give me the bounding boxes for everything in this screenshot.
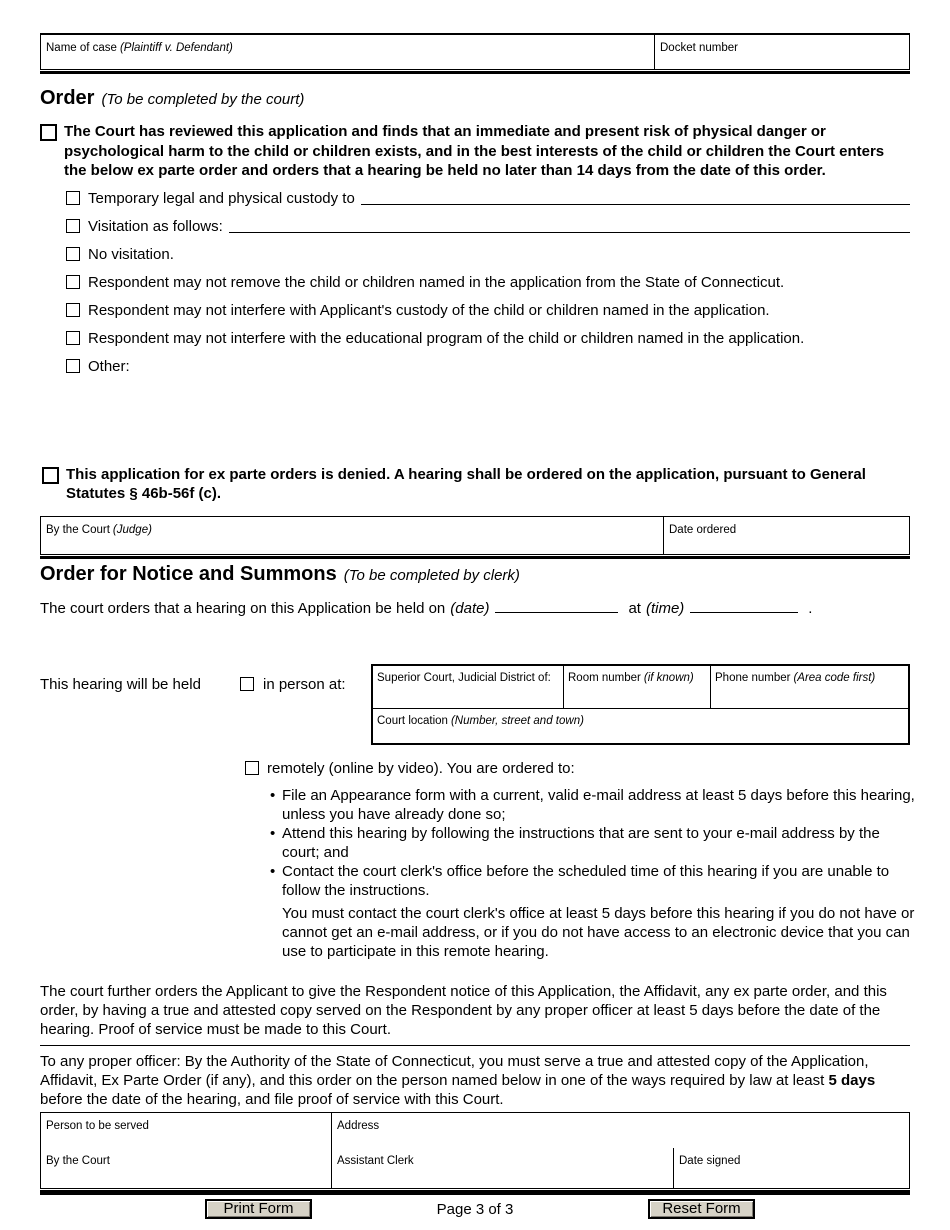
option-label: Temporary legal and physical custody to <box>88 189 355 207</box>
option-label: Other: <box>88 357 130 375</box>
checkbox-order-denied[interactable] <box>42 467 59 484</box>
room-number-label: Room number (if known) <box>568 671 694 684</box>
option-label: Visitation as follows: <box>88 217 223 235</box>
by-the-court-judge-field[interactable] <box>41 517 663 554</box>
option-label: Respondent may not interfere with the educational program of the child or children named in the application. <box>88 329 805 347</box>
section-divider-line <box>40 1045 910 1046</box>
date-signed-field[interactable] <box>673 1148 909 1188</box>
hearing-date-field[interactable] <box>495 599 618 613</box>
checkbox-other[interactable] <box>66 359 80 373</box>
option-visitation <box>66 217 910 236</box>
form-bottom-bar <box>40 1190 910 1195</box>
date-hint: (date) <box>450 599 490 617</box>
hearing-location-row <box>40 664 910 745</box>
checkbox-visitation[interactable] <box>66 219 80 233</box>
order-denied-text: This application for ex parte orders is denied. A hearing shall be ordered on the application, pursuant to General Statutes § 46b-56f (c). <box>66 465 866 502</box>
bullet-icon: • <box>270 824 276 842</box>
order-options-list <box>40 189 910 376</box>
service-table-row-1 <box>40 1112 910 1149</box>
notice-subtitle: (To be completed by clerk) <box>343 566 520 584</box>
remote-instruction-item <box>270 786 915 824</box>
option-no-removal <box>66 273 910 292</box>
bullet-icon: • <box>270 862 276 880</box>
date-ordered-label: Date ordered <box>669 523 737 536</box>
option-no-visitation <box>66 245 910 264</box>
judicial-district-label: Superior Court, Judicial District of: <box>377 671 551 684</box>
hearing-order-prefix: The court orders that a hearing on this Application be held on <box>40 599 446 617</box>
judge-signature-row <box>40 516 910 555</box>
docket-number-field[interactable] <box>654 35 909 69</box>
by-the-court-label: By the Court <box>46 1154 110 1167</box>
service-table <box>40 1112 910 1195</box>
person-to-be-served-label: Person to be served <box>46 1119 149 1132</box>
by-the-court-judge-label: By the Court (Judge) <box>46 523 152 536</box>
order-section-title <box>40 87 910 111</box>
order-granted-text: The Court has reviewed this application and finds that an immediate and present risk of physical danger or psychological harm to the child or children exists, and in the best interests of the child or children the Court enters the below ex parte order and orders that a hearing be held no later than 14 days from the date of this order. <box>64 123 885 179</box>
option-other <box>66 357 910 376</box>
hearing-order-line <box>40 599 910 617</box>
room-number-field[interactable] <box>563 666 710 708</box>
phone-number-field[interactable] <box>710 666 908 708</box>
by-the-court-field[interactable] <box>41 1148 331 1188</box>
proper-officer-paragraph <box>40 1052 910 1109</box>
checkbox-remotely[interactable] <box>245 761 259 775</box>
remote-contact-note: You must contact the court clerk's office at least 5 days before this hearing if you do not have or cannot get an e-mail address, or if you do not have access to an electronic device that you can use to participate in this remote hearing. <box>282 904 915 960</box>
option-temporary-custody <box>66 189 910 208</box>
print-form-button[interactable]: Print Form <box>205 1199 312 1219</box>
hearing-held-label: This hearing will be held <box>40 675 201 693</box>
order-granted-row <box>40 122 910 181</box>
checkbox-order-granted[interactable] <box>40 124 57 141</box>
officer-text-1: To any proper officer: By the Authority of the State of Connecticut, you must serve a true and attested copy of the Application, Affidavit, Ex Parte Order (if any), and this order on the person named below in one of the ways required by law at least <box>40 1052 869 1089</box>
header-divider-bar <box>40 71 910 74</box>
form-footer <box>40 1199 910 1223</box>
address-label: Address <box>337 1119 380 1132</box>
court-location-field[interactable] <box>373 709 908 743</box>
order-subtitle: (To be completed by the court) <box>101 91 305 108</box>
page-indicator: Page 3 of 3 <box>436 1200 514 1218</box>
name-of-case-field[interactable] <box>41 35 654 69</box>
option-no-interfere-education <box>66 329 910 348</box>
remote-instruction-text: Contact the court clerk's office before the scheduled time of this hearing if you are unable to follow the instructions. <box>282 862 890 899</box>
court-table-row-1 <box>373 666 908 709</box>
checkbox-no-visitation[interactable] <box>66 247 80 261</box>
remote-instruction-item <box>270 824 915 862</box>
option-label: Respondent may not interfere with Applicant's custody of the child or children named in the application. <box>88 301 770 319</box>
date-signed-label: Date signed <box>679 1154 741 1167</box>
option-label: Respondent may not remove the child or children named in the application from the State of Connecticut. <box>88 273 785 291</box>
option-no-interfere-custody <box>66 301 910 320</box>
remote-instruction-text: File an Appearance form with a current, valid e-mail address at least 5 days before this hearing, unless you have already done so; <box>282 786 915 823</box>
judicial-district-field[interactable] <box>373 666 563 708</box>
hearing-time-field[interactable] <box>690 599 798 613</box>
date-ordered-field[interactable] <box>663 517 909 554</box>
checkbox-no-interfere-education[interactable] <box>66 331 80 345</box>
in-person-label: in person at: <box>263 675 346 693</box>
case-header-row <box>40 33 910 70</box>
court-location-table <box>371 664 910 745</box>
checkbox-in-person[interactable] <box>240 677 254 691</box>
name-of-case-label: Name of case (Plaintiff v. Defendant) <box>46 42 233 54</box>
checkbox-no-interfere-custody[interactable] <box>66 303 80 317</box>
time-hint: (time) <box>645 599 685 617</box>
bullet-icon: • <box>270 786 276 804</box>
remote-hearing-row <box>245 759 910 778</box>
court-location-label: Court location (Number, street and town) <box>377 714 584 727</box>
remote-instruction-text: Attend this hearing by following the instructions that are sent to your e-mail address by the court; and <box>282 824 880 861</box>
service-table-row-2 <box>40 1148 910 1189</box>
remote-instructions-list <box>270 786 915 900</box>
notice-title: Order for Notice and Summons <box>40 562 337 585</box>
officer-text-2: before the date of the hearing, and file proof of service with this Court. <box>40 1090 504 1108</box>
docket-number-label: Docket number <box>660 42 738 54</box>
phone-number-label: Phone number (Area code first) <box>715 671 876 684</box>
remote-instruction-item <box>270 862 915 900</box>
person-to-be-served-field[interactable] <box>41 1113 331 1148</box>
notice-section-title <box>40 563 910 587</box>
judge-row-divider-bar <box>40 556 910 559</box>
service-requirement-paragraph: The court further orders the Applicant to give the Respondent notice of this Application, the Affidavit, any ex parte order, and this order, by having a true and attested copy served on the Respondent by any proper officer at least 5 days before the date of the hearing. Proof of service must be made to this Court. <box>40 982 887 1038</box>
address-field[interactable] <box>331 1113 909 1148</box>
checkbox-no-removal[interactable] <box>66 275 80 289</box>
temporary-custody-field[interactable] <box>361 189 910 205</box>
order-title: Order <box>40 87 95 109</box>
order-denied-row <box>42 465 910 504</box>
reset-form-button[interactable]: Reset Form <box>648 1199 755 1219</box>
officer-text-bold: 5 days <box>828 1071 876 1089</box>
visitation-field[interactable] <box>229 217 910 233</box>
at-word: at <box>628 599 641 617</box>
remote-label: remotely (online by video). You are ordered to: <box>267 759 575 777</box>
option-label: No visitation. <box>88 245 174 263</box>
assistant-clerk-field[interactable] <box>331 1148 673 1188</box>
period: . <box>808 599 813 617</box>
assistant-clerk-label: Assistant Clerk <box>337 1154 414 1167</box>
checkbox-temporary-custody[interactable] <box>66 191 80 205</box>
